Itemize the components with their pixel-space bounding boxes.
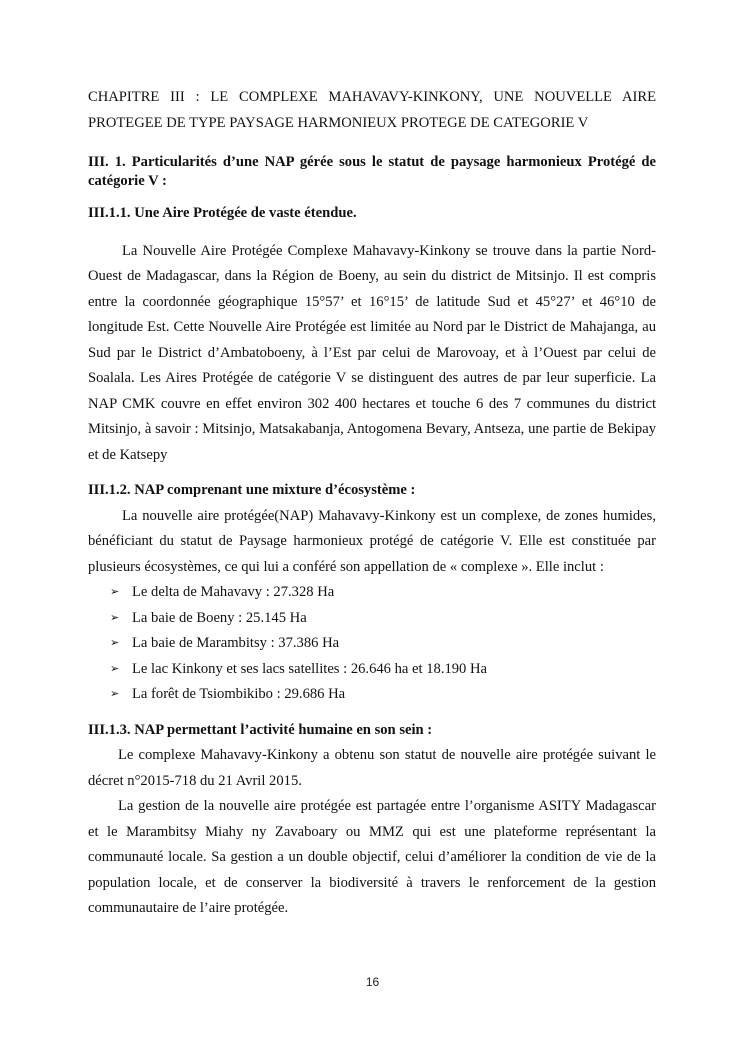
- subsection-1-paragraph: La Nouvelle Aire Protégée Complexe Mahavavy-Kinkony se trouve dans la partie Nord-Ouest de Madagascar, dans la Région de Boeny, au sein du district de Mitsinjo. Il est compris entre la coordonnée géographique 15°57’ et 16°15’ de latitude Sud et 45°27’ et 46°10 de longitude Est. Cette Nouvelle Aire Protégée est limitée au Nord par le District de Mahajanga, au Sud par le District d’Ambatoboeny, à l’Est par celui de Marovoay, et à l’Ouest par celui de Soalala. Les Aires Protégée de catégorie V se distinguent des autres de par leur superficie. La NAP CMK couvre en effet environ 302 400 hectares et touche 6 des 7 communes du district Mitsinjo, à savoir : Mitsinjo, Matsakabanja, Antogomena Bevary, Antseza, une partie de Bekipay et de Katsepy: [88, 242, 656, 463]
- list-item: ➢ La forêt de Tsiombikibo : 29.686 Ha: [110, 682, 656, 708]
- list-item: ➢ La baie de Marambitsy : 37.386 Ha: [110, 631, 656, 657]
- subsection-3-paragraph-1: Le complexe Mahavavy-Kinkony a obtenu son statut de nouvelle aire protégée suivant le décret n°2015-718 du 21 Avril 2015.: [88, 747, 656, 789]
- arrow-bullet-icon: ➢: [110, 611, 120, 624]
- document-page: [88, 85, 656, 922]
- list-item: ➢ Le delta de Mahavavy : 27.328 Ha: [110, 580, 656, 606]
- section-heading: III. 1. Particularités d’une NAP gérée sous le statut de paysage harmonieux Protégé de catégorie V :: [88, 154, 656, 189]
- subsection-heading-3: III.1.3. NAP permettant l’activité humaine en son sein :: [88, 721, 433, 738]
- arrow-bullet-icon: ➢: [110, 662, 120, 675]
- chapter-title: CHAPITRE III : LE COMPLEXE MAHAVAVY-KINKONY, UNE NOUVELLE AIRE PROTEGEE DE TYPE PAYSAGE HARMONIEUX PROTEGE DE CATEGORIE V: [88, 89, 656, 131]
- subsection-2-paragraph: La nouvelle aire protégée(NAP) Mahavavy-Kinkony est un complexe, de zones humides, bénéficiant du statut de Paysage harmonieux protégé de catégorie V. Elle est constituée par plusieurs écosystèmes, ce qui lui a conféré son appellation de « complexe ». Elle inclut :: [88, 507, 656, 575]
- list-item: ➢ La baie de Boeny : 25.145 Ha: [110, 606, 656, 632]
- subsection-heading-1: III.1.1. Une Aire Protégée de vaste étendue.: [88, 205, 357, 221]
- list-item: ➢ Le lac Kinkony et ses lacs satellites : 26.646 ha et 18.190 Ha: [110, 657, 656, 683]
- arrow-bullet-icon: ➢: [110, 688, 120, 700]
- arrow-bullet-icon: ➢: [110, 586, 120, 598]
- subsection-3-paragraph-2: La gestion de la nouvelle aire protégée est partagée entre l’organisme ASITY Madagascar et le Marambitsy Miahy ny Zavaboary ou MMZ qui est une plateforme représentant la communauté locale. Sa gestion a un double objectif, celui d’améliorer la condition de vie de la population locale, et de conserver la biodiversité à travers le renforcement de la gestion communautaire de l’aire protégée.: [88, 798, 656, 916]
- subsection-heading-2: III.1.2. NAP comprenant une mixture d’écosystème :: [88, 482, 416, 498]
- page-number: 16: [365, 975, 380, 989]
- ecosystem-list: [88, 580, 656, 708]
- arrow-bullet-icon: ➢: [110, 637, 120, 649]
